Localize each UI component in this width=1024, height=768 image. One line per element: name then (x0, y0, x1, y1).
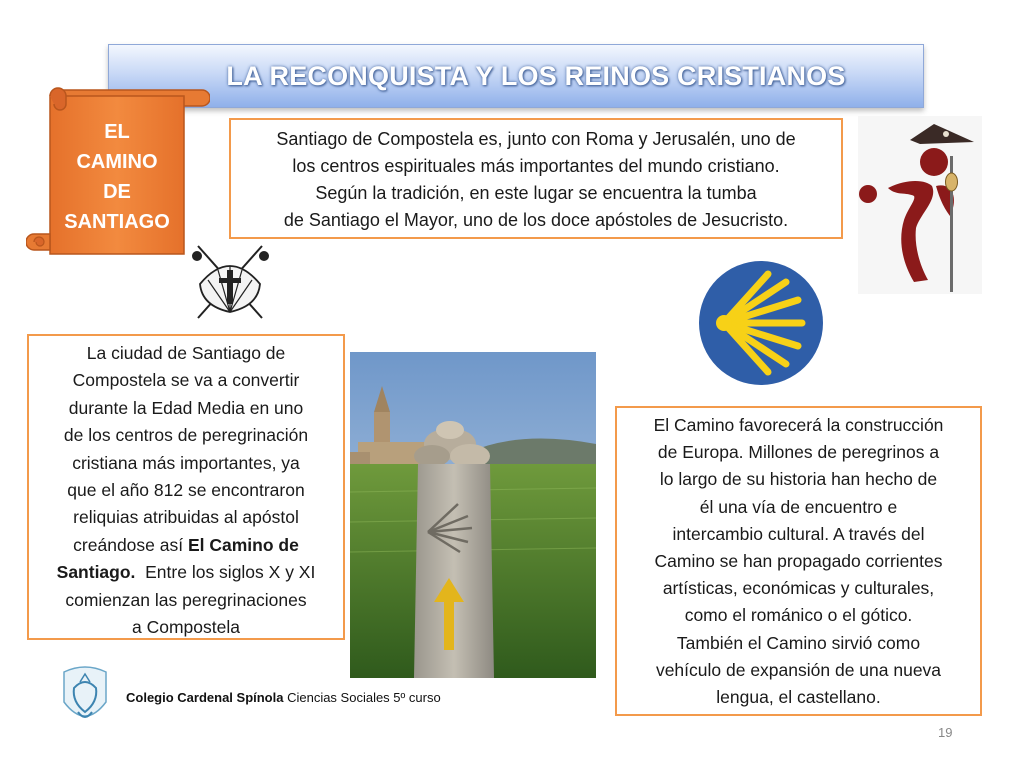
school-name: Colegio Cardenal Spínola (126, 690, 284, 705)
scroll-line: DE (103, 181, 131, 203)
text-line (37, 559, 335, 586)
bold-fragment: El Camino de (187, 534, 299, 555)
text-line: intercambio cultural. A través del (672, 523, 925, 544)
history-textbox (27, 334, 345, 640)
text-line: Según la tradición, en este lugar se encuentra la tumba (315, 183, 757, 203)
scroll-line: SANTIAGO (64, 211, 170, 233)
text-line: cristiana más importantes, ya (72, 452, 300, 473)
text-line: a Compostela (132, 617, 240, 638)
text-line: de los centros de peregrinación (63, 425, 309, 446)
text-line: reliquias atribuidas al apóstol (73, 507, 299, 528)
page-number: 19 (938, 725, 953, 740)
text-line: También el Camino sirvió como (676, 632, 921, 653)
text-line: de Europa. Millones de peregrinos a (657, 442, 940, 463)
slide-title: LA RECONQUISTA Y LOS REINOS CRISTIANOS (226, 60, 846, 91)
text-line: lengua, el castellano. (716, 687, 881, 708)
text-fragment: Entre los siglos X y XI (135, 562, 316, 583)
text-line: los centros espirituales más importantes del mundo cristiano. (292, 156, 780, 176)
text-line: comienzan las peregrinaciones (65, 589, 307, 610)
text-line: vehículo de expansión de una nueva (655, 659, 942, 680)
text-line: durante la Edad Media en uno (68, 397, 304, 418)
text-line: Compostela se va a convertir (72, 370, 300, 391)
school-crest-icon (58, 662, 112, 732)
text-fragment: creándose así (73, 534, 188, 555)
camino-shell-badge-icon (698, 260, 824, 386)
santiago-cross-shell-icon (188, 240, 272, 320)
scroll-title (52, 112, 182, 242)
course-name: Ciencias Sociales 5º curso (283, 690, 441, 705)
text-line: lo largo de su historia han hecho de (659, 469, 938, 490)
text-line: Camino se han propagado corrientes (654, 551, 943, 572)
text-line: artísticas, económicas y culturales, (662, 578, 935, 599)
text-line: él una vía de encuentro e (699, 496, 898, 517)
text-line: Santiago de Compostela es, junto con Roma y Jerusalén, uno de (276, 129, 796, 149)
text-line: de Santiago el Mayor, uno de los doce apóstoles de Jesucristo. (283, 210, 789, 230)
camino-milestone-photo (350, 352, 596, 678)
europe-textbox (615, 406, 982, 716)
title-banner (108, 44, 924, 108)
text-line: que el año 812 se encontraron (67, 480, 305, 501)
text-line (37, 532, 335, 559)
pilgrim-logo-icon (858, 116, 982, 294)
text-line: El Camino favorecerá la construcción (653, 415, 944, 435)
text-line: La ciudad de Santiago de (86, 343, 286, 363)
text-line: como el románico o el gótico. (684, 605, 913, 626)
footer-credit (126, 690, 441, 705)
intro-textbox (229, 118, 843, 239)
bold-fragment: Santiago. (56, 562, 136, 583)
scroll-line: EL (104, 121, 130, 143)
scroll-line: CAMINO (76, 151, 158, 173)
